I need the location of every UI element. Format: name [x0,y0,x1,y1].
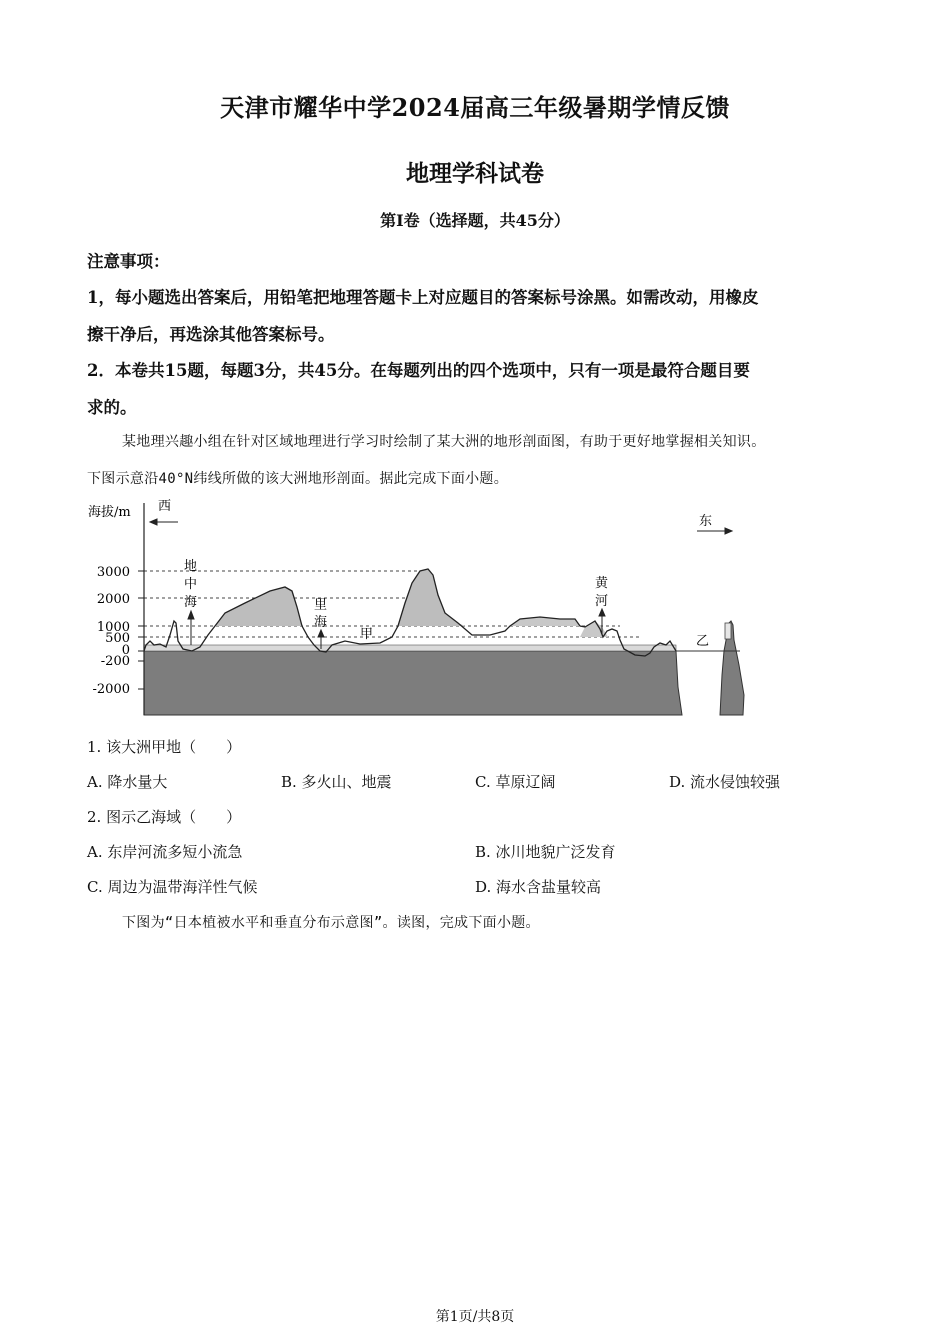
section-title: 第I卷（选择题，共45分） [380,211,570,230]
label-yellow-river-1: 黄 [595,576,609,591]
q2-option-a[interactable]: A. 东岸河流多短小流急 [87,843,243,861]
terrain-profile-figure [80,495,760,725]
sea-level-strip [144,645,676,651]
west-label: 西 [158,499,172,514]
q1-option-c[interactable]: C. 草原辽阔 [475,773,556,791]
terrain-mountain-fill [398,569,465,626]
east-label: 东 [699,514,713,529]
label-caspian-2: 海 [314,615,328,630]
east-island-block [720,621,744,715]
q2-option-b[interactable]: B. 冰川地貌广泛发育 [475,843,616,861]
q1-stem: 1. 该大洲甲地（ ） [87,738,242,756]
mediterranean-arrow-icon [188,611,194,645]
notice-item-2-line-1: 2．本卷共15题，每题3分，共45分。在每题列出的四个选项中，只有一项是最符合题目要 [87,361,750,380]
q1-option-a[interactable]: A. 降水量大 [87,773,168,791]
tick-1000: 1000 [96,620,130,635]
label-caspian-1: 里 [314,598,328,613]
tick-2000: 2000 [96,592,130,607]
q1-option-d[interactable]: D. 流水侵蚀较强 [669,773,781,791]
q1-option-b[interactable]: B. 多火山、地震 [281,773,392,791]
label-mediterranean-3: 海 [184,595,198,610]
y-axis-label: 海拔/m [88,505,131,520]
tick-minus-200: -200 [100,654,130,669]
terrain-east-fill [580,621,608,637]
west-arrow-icon [150,519,178,525]
q2-option-c[interactable]: C. 周边为温带海洋性气候 [87,878,258,896]
page-footer: 第1页/共8页 [435,1309,515,1325]
q2-stem: 2. 图示乙海域（ ） [87,808,242,826]
tick-0: 0 [121,643,130,658]
notice-item-1-line-1: 1，每小题选出答案后，用铅笔把地理答题卡上对应题目的答案标号涂黑。如需改动，用橡皮 [87,288,759,307]
tick-minus-2000: -2000 [92,682,130,697]
reference-dashed-lines [144,571,640,637]
exam-title: 天津市耀华中学2024届高三年级暑期学情反馈 [220,93,730,122]
intro-line-2: 下图示意沿40°N纬线所做的该大洲地形剖面。据此完成下面小题。 [87,471,509,487]
terrain-highland-fill [215,587,302,626]
exam-subject-title: 地理学科试卷 [406,160,544,187]
tick-3000: 3000 [96,565,130,580]
notice-item-1-line-2: 擦干净后，再选涂其他答案标号。 [87,325,335,344]
label-yellow-river-2: 河 [595,594,609,609]
notice-heading: 注意事项： [87,252,170,271]
label-yi: 乙 [696,634,710,649]
label-jia: 甲 [360,627,374,642]
crust-block [144,651,682,715]
label-mediterranean-2: 中 [184,577,198,592]
label-mediterranean-1: 地 [184,559,198,574]
notice-item-2-line-2: 求的。 [87,398,137,417]
intro-line-1: 某地理兴趣小组在针对区域地理进行学习时绘制了某大洲的地形剖面图，有助于更好地掌握相关知识。 [122,434,766,450]
tick-500: 500 [105,631,130,646]
intro-2: 下图为“日本植被水平和垂直分布示意图”。读图，完成下面小题。 [122,915,540,931]
q2-option-d[interactable]: D. 海水含盐量较高 [475,878,602,896]
